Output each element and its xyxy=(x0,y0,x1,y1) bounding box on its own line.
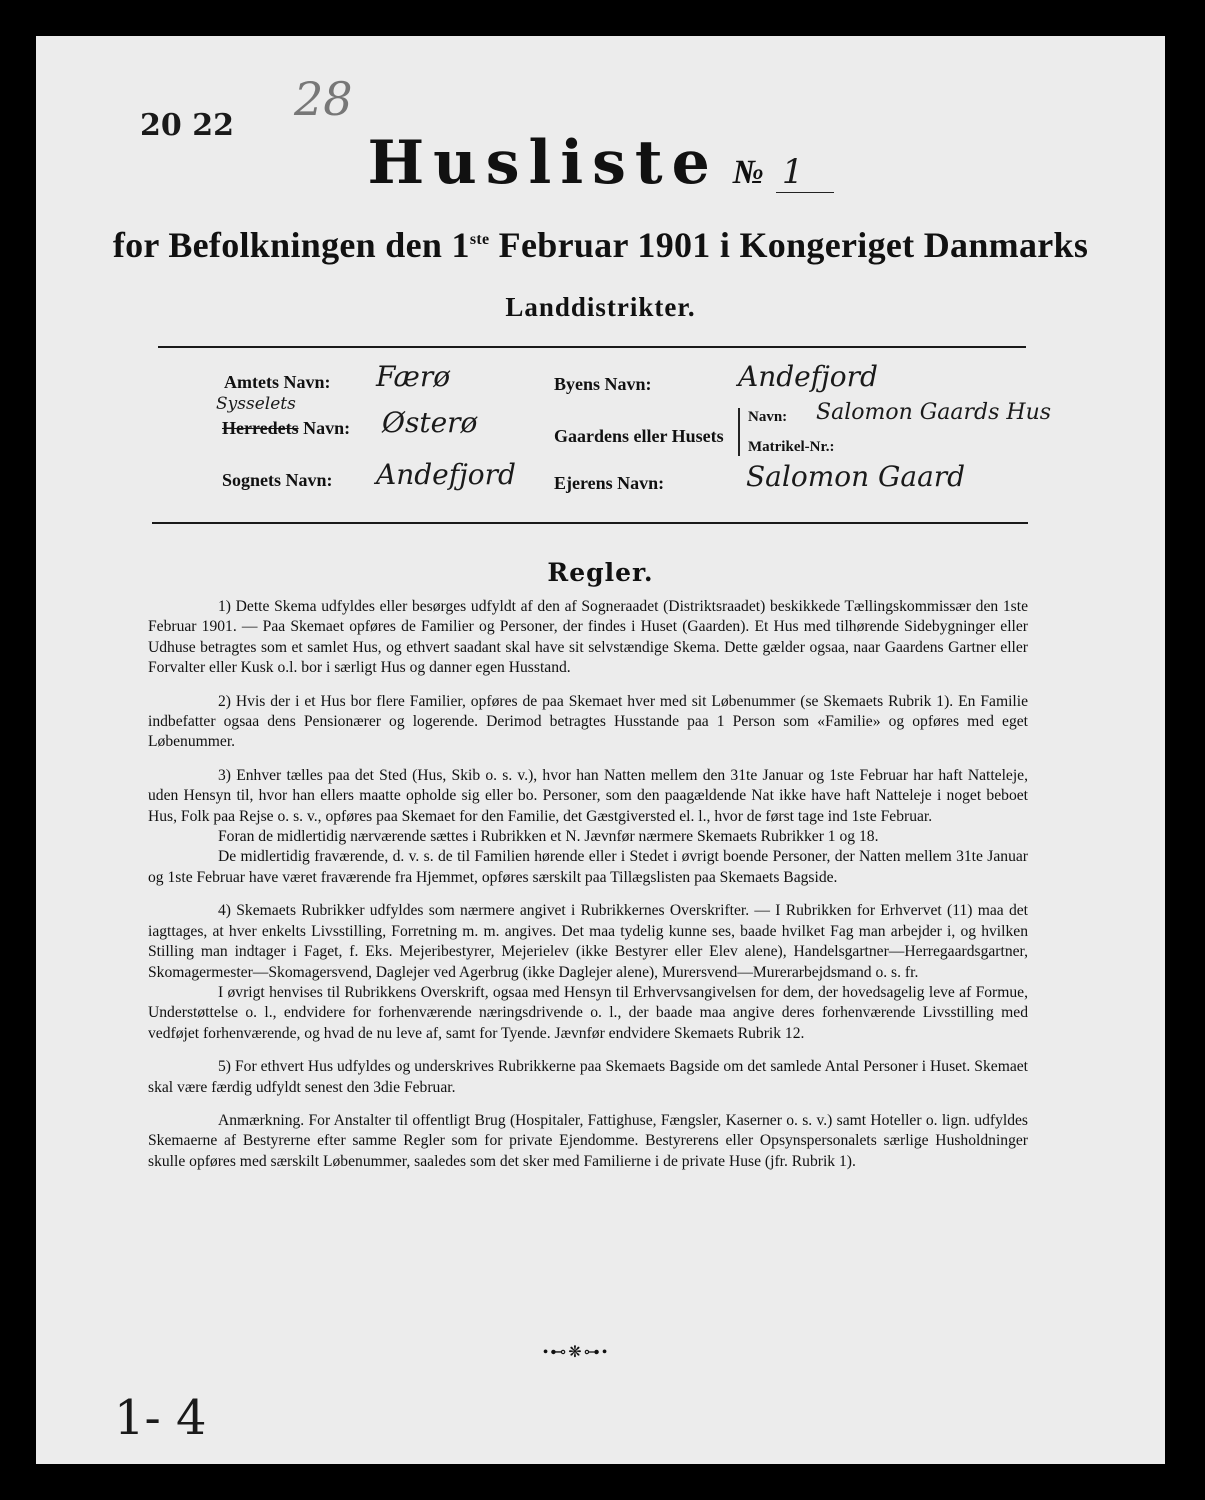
navn-label: Navn: xyxy=(748,409,788,425)
subtitle xyxy=(36,224,1165,266)
by-label: Byens Navn: xyxy=(554,374,652,394)
number-label: № xyxy=(732,154,764,191)
amt-value: Færø xyxy=(376,360,451,393)
subtitle-pre: for Befolkningen den 1 xyxy=(112,225,470,265)
bottom-rule xyxy=(152,522,1028,524)
rule-paragraph: 1) Dette Skema udfyldes eller besørges udfyldt af den af Sogneraadet (Distriktsraadet) beskikkede Tællingskommissær den 1ste Februar 1901. — Paa Skemaet opføres de Familier og Personer, der findes i Huset (Gaarden). Et Hus med tilhørende Sidebygninger eller Udhuse betragtes som et samlet Hus, og ethvert saadant skal have sit selvstændige Skema. Dette gælder ogsaa, naar Gaardens Gartner eller Forvalter eller Kusk o.l. bor i særligt Hus og danner egen Husstand. xyxy=(148,598,1028,677)
regler-heading: Regler. xyxy=(547,558,654,587)
corner-scribble: 28 xyxy=(294,72,353,126)
gaard-label: Gaardens eller Husets xyxy=(554,426,724,446)
rule-paragraph: I øvrigt henvises til Rubrikkens Overskrift, ogsaa med Hensyn til Erhvervsangivelsen for dem, der hovedsagelig leve af Formue, Understøttelse o. l., endvidere for forhenværende næringsdrivende o. l., der baade maa angive deres forhenværende Livsstilling med vedføjet forhenværende, og hvad de nu leve af, samt for Tyende. Jævnfør endvidere Skemaets Rubrik 12. xyxy=(148,983,1028,1042)
district-label: Landdistrikter. xyxy=(505,292,696,322)
rule-paragraph: De midlertidig fraværende, d. v. s. de til Familien hørende eller i Stedet i øvrigt boende Personer, der Natten mellem 31te Januar og 1ste Februar have været fraværende fra Hjemmet, opføres særskilt paa Tillægslisten paa Skemaets Bagside. xyxy=(148,848,1028,886)
matrikel-label: Matrikel-Nr.: xyxy=(748,439,835,455)
top-rule xyxy=(158,346,1026,348)
form-page xyxy=(36,36,1165,1464)
husliste-number: 1 xyxy=(776,152,834,193)
rules-text xyxy=(148,597,1028,1185)
navn-value: Salomon Gaards Hus xyxy=(816,400,1052,425)
sogn-label: Sognets Navn: xyxy=(222,470,333,490)
by-value: Andefjord xyxy=(738,360,878,393)
herred-label-rest: Navn: xyxy=(298,418,351,438)
syssel-correction: Sysselets xyxy=(216,394,296,414)
bottom-note: 1- 4 xyxy=(114,1390,207,1446)
ejer-label: Ejerens Navn: xyxy=(554,473,665,493)
sogn-value: Andefjord xyxy=(376,458,516,491)
herred-value: Østerø xyxy=(382,406,478,439)
ejer-value: Salomon Gaard xyxy=(746,460,966,493)
herred-label xyxy=(222,418,350,439)
rule-paragraph: 4) Skemaets Rubrikker udfyldes som nærmere angivet i Rubrikkernes Overskrifter. — I Rubrikken for Erhvervet (11) maa det iagttages, at hver enkelts Livsstilling, Forretning m. m. angives. Det maa tydelig kunne ses, baade hvilket Fag man arbejder i, og hvilken Stilling man indtager i Faget, f. Eks. Mejeribestyrer, Mejerielev (ikke Bestyrer eller Elev alene), Handelsgartner—Herregaardsgartner, Skomagermester—Skomagersvend, Daglejer ved Agerbrug (ikke Daglejer alene), Murersvend—Murerarbejdsmand o. s. fr. xyxy=(148,902,1028,981)
ornament: •⊷❋⊶• xyxy=(542,1344,610,1361)
annotation-paragraph: Anmærkning. For Anstalter til offentligt Brug (Hospitaler, Fattighuse, Fængsler, Kaserner o. s. v.) samt Hoteller o. lign. udfyldes Skemaerne af Bestyrerne efter samme Regler som for private Ejendomme. Bestyrerens eller Opsynspersonalets særlige Husholdninger skulle opføres med særskilt Løbenummer, saaledes som det sker med Familierne i de private Huse (jfr. Rubrik 1). xyxy=(148,1111,1028,1170)
amt-label: Amtets Navn: xyxy=(224,372,331,392)
corner-number: 20 22 xyxy=(140,108,234,143)
rule-paragraph: Foran de midlertidig nærværende sættes i Rubrikken et N. Jævnfør nærmere Skemaets Rubrikker 1 og 18. xyxy=(218,828,879,846)
title-block xyxy=(36,128,1165,198)
rule-paragraph: 2) Hvis der i et Hus bor flere Familier, opføres de paa Skemaet hver med sit Løbenummer (se Skemaets Rubrik 1). En Familie indbefatter ogsaa dens Pensionærer og logerende. Derimod betragtes Husstande paa 1 Person som «Familie» og opføres med eget Løbenummer. xyxy=(148,692,1028,751)
herred-struck: Herredets xyxy=(222,418,299,438)
rule-paragraph: 5) For ethvert Hus udfyldes og underskrives Rubrikkerne paa Skemaets Bagside om det samlede Antal Personer i Huset. Skemaet skal være færdig udfyldt senest den 3die Februar. xyxy=(148,1058,1028,1096)
subtitle-sup: ste xyxy=(469,231,490,248)
subtitle-post: Februar 1901 i Kongeriget Danmarks xyxy=(489,225,1089,265)
bracket xyxy=(738,408,740,456)
rule-paragraph: 3) Enhver tælles paa det Sted (Hus, Skib o. s. v.), hvor han Natten mellem den 31te Januar og 1ste Februar har haft Natteleje, uden Hensyn til, hvor han ellers maatte opholde sig eller bo. Personer, som den paagældende Nat ikke have haft Natteleje i noget beboet Hus, Folk paa Rejse o. s. v., opføres paa Skemaet for den Familie, det Gæstgiversted el. l., hvor de først tage ind 1ste Februar. xyxy=(148,766,1028,825)
page-title: Husliste xyxy=(367,128,719,198)
